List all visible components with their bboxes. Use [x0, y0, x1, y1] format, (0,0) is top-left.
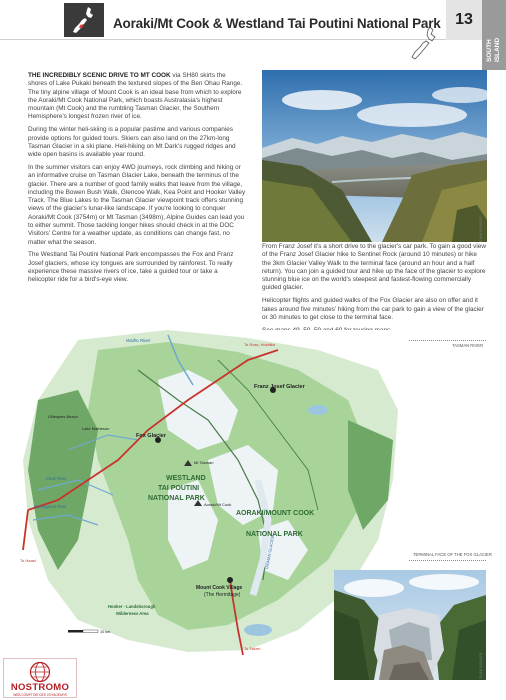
map-label-aoraki-mount-cook: AORAKI/MOUNT COOK	[236, 510, 315, 517]
photo-credit-top: EVAN BOWLER	[479, 216, 483, 242]
nz-outline-icon	[403, 24, 443, 64]
page-title: Aoraki/Mt Cook & Westland Tai Poutini National Park	[113, 16, 441, 31]
map-label-to-ross: To Ross, Hokitika	[244, 342, 275, 347]
island-tab-line1: SOUTH	[486, 39, 493, 62]
paragraph-westland: The Westland Tai Poutini National Park encompasses the Fox and Franz Josef glaciers, whose icy tongues are surrounded by rainforest. To really experience these massive rivers of ice, take a guided tour or take a helicopter ride for a bird's-eye view.	[28, 251, 234, 284]
left-text-column	[28, 72, 246, 289]
map-label-tasman-glacier: TASMAN GLACIER	[264, 534, 276, 571]
paragraph-franz-josef: From Franz Josef it's a short drive to the glacier's car park. To gain a good view of the Franz Josef Glacier hike to Sentinel Rock (around 10 minutes) or hike the 3km Glacier Valley Walk to the terminal face (around an hour and a half return). You can join a guided tour and hike up the face of the glacier to explore stunning blue ice on the world's steepest and fastest-flowing commercially guided glacier.	[262, 243, 486, 292]
annotation-tasman-river: TASMAN RIVER	[452, 343, 484, 348]
island-tab-label	[486, 38, 502, 62]
paragraph-intro-body: via SH80 skirts the shores of Lake Pukaki beneath the textured slopes of the Ben Ohau Range. The tiny alpine village of Mount Cook is an ideal base from which to explore the Aoraki/Mt Cook National Park, which boasts Australasia's highest mountain (Mt Cook) and the rumbling Tasman Glacier, the Southern Hemisphere's longest frozen river of ice.	[28, 72, 243, 121]
paragraph-intro	[28, 72, 246, 122]
nostromo-logo[interactable]	[3, 658, 77, 698]
right-text-column	[262, 243, 486, 339]
page-number: 13	[446, 0, 482, 40]
fox-glacier-leader	[395, 560, 486, 561]
map-label-franz-josef: Franz Josef Glacier	[254, 384, 305, 390]
page-header	[0, 0, 506, 62]
map-label-wilderness-area: Wilderness Area	[116, 611, 149, 616]
map-label-mt-cook-peak: Aoraki/Mt Cook	[204, 502, 232, 507]
lead-heading: THE INCREDIBLY SCENIC DRIVE TO MT COOK	[28, 72, 171, 79]
paragraph-fox-glacier: Helicopter flights and guided walks of the Fox Glacier are also on offer and it takes around five minutes' hiking from the car park to gain a view of the glacier or 30 minutes to get close to the terminal face.	[262, 297, 484, 321]
map-label-tai-poutini: TAI POUTINI	[158, 485, 200, 492]
map-label-waiho-river: Waiho River	[126, 338, 151, 343]
map-label-to-haast: To Haast	[20, 558, 36, 563]
map-label-mt-tasman: Mt Tasman	[194, 460, 214, 465]
map-label-to-twizel: To Twizel	[244, 646, 261, 651]
nz-map-thumbnail	[64, 3, 104, 37]
globe-icon	[27, 661, 53, 683]
annotation-fox-glacier-face: TERMINAL FACE OF THE FOX GLACIER	[413, 552, 492, 557]
island-tab	[482, 0, 506, 70]
map-label-lake-matheson: Lake Matheson	[82, 426, 110, 431]
map-label-cook-river: Cook River	[46, 476, 67, 481]
island-tab-line2: ISLAND	[494, 37, 501, 62]
paragraph-winter: During the winter heli-skiing is a popular pastime and various companies provide options for guided tours. Skiers can also land on the 27km-long Tasman Glacier in a ski plane. Heli-hiking on Mt Dark's rugged ridges and wide open basins is available year round.	[28, 126, 236, 159]
paragraph-summer: In the summer visitors can enjoy 4WD journeys, rock climbing and hiking or an informative cruise on Tasman Glacier Lake, beneath the terminus of the glacier. There are a number of good family walks that leave from the village, including the Bowen Bush Walk, Glencoe Walk, Kea Point and Hooker Valley Track. The Blue Lakes to the Tasman Glacier viewpoint track offers stunning views of the glacier's lunar-like landscape. If you're looking to conquer Aoraki/Mt Cook (3754m) or Mt Tasman (3498m), Alpine Guides can lead you to either summit. Those tackling longer hikes should check in at the DOC Visitors' Centre for a weather update, as conditions can change fast, no matter what the season.	[28, 163, 246, 246]
map-label-hooker-landsborough: Hooker - Landsborough	[108, 604, 156, 609]
map-scale-label: 10 km	[100, 630, 111, 634]
map-label-national-park: NATIONAL PARK	[148, 495, 205, 502]
logo-name: NOSTROMO	[10, 682, 70, 693]
map-label-westland: WESTLAND	[166, 475, 206, 482]
mountain-valley-photo	[262, 70, 487, 242]
map-label-karangarua-river: Karangarua River	[34, 504, 67, 509]
map-label-gillespies-beach: Gillespies Beach	[48, 414, 78, 419]
logo-tagline: WEB COMPTOIR DES VOYAGEURS	[13, 693, 67, 697]
map-label-the-hermitage: (The Hermitage)	[204, 592, 241, 598]
photo-credit-bottom: EVAN BOWLER	[479, 652, 483, 678]
map-label-fox-glacier: Fox Glacier	[136, 433, 166, 439]
map-label-mount-cook-village: Mount Cook Village	[196, 585, 243, 591]
map-label-aoraki-np: NATIONAL PARK	[246, 531, 303, 538]
fox-glacier-photo	[334, 570, 486, 680]
